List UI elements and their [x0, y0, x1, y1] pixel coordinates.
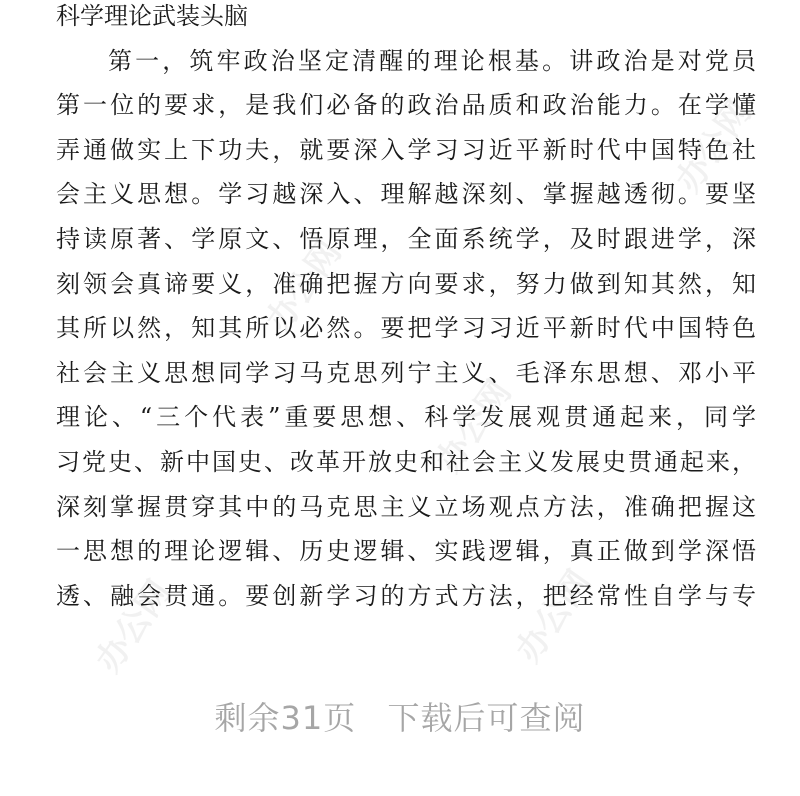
watermark: 办公网 — [258, 233, 350, 340]
paragraph-line: 科学理论武装头脑 — [56, 2, 248, 30]
paragraph-line: 第一，筑牢政治坚定清醒的理论根基。讲政治是对党员 — [108, 46, 756, 75]
paragraph-line: 刻领会真谛要义，准确把握方向要求，努力做到知其然，知 — [56, 269, 756, 298]
paragraph-line: 透、融会贯通。要创新学习的方式方法，把经常性自学与专 — [56, 581, 756, 610]
paragraph-line: 理论、“三个代表”重要思想、科学发展观贯通起来，同学 — [56, 403, 756, 432]
paragraph-line: 会主义思想。学习越深入、理解越深刻、掌握越透彻。要坚 — [56, 180, 756, 209]
download-to-view-label: 下载后可查阅 — [387, 699, 586, 737]
paragraph-line: 社会主义思想同学习马克思列宁主义、毛泽东思想、邓小平 — [56, 358, 756, 387]
paragraph-line: 其所以然，知其所以必然。要把学习习近平新时代中国特色 — [56, 314, 756, 343]
download-prompt-button[interactable] — [0, 690, 800, 746]
remaining-pages-label: 剩余31页 — [214, 699, 357, 737]
watermark: 办公网 — [668, 93, 760, 200]
watermark: 办公网 — [88, 573, 180, 680]
document-body — [56, 0, 756, 618]
paragraph-line: 深刻掌握贯穿其中的马克思主义立场观点方法，准确把握这 — [56, 492, 756, 521]
paragraph-line: 习党史、新中国史、改革开放史和社会主义发展史贯通起来， — [56, 447, 756, 476]
watermark: 办公网 — [428, 373, 520, 480]
paragraph-line: 持读原著、学原文、悟原理，全面系统学，及时跟进学，深 — [56, 224, 756, 253]
paragraph-line: 弄通做实上下功夫，就要深入学习习近平新时代中国特色社 — [56, 135, 756, 164]
paragraph-line: 一思想的理论逻辑、历史逻辑、实践逻辑，真正做到学深悟 — [56, 537, 756, 566]
paragraph-line: 第一位的要求，是我们必备的政治品质和政治能力。在学懂 — [56, 91, 756, 120]
watermark: 办公网 — [508, 563, 600, 670]
